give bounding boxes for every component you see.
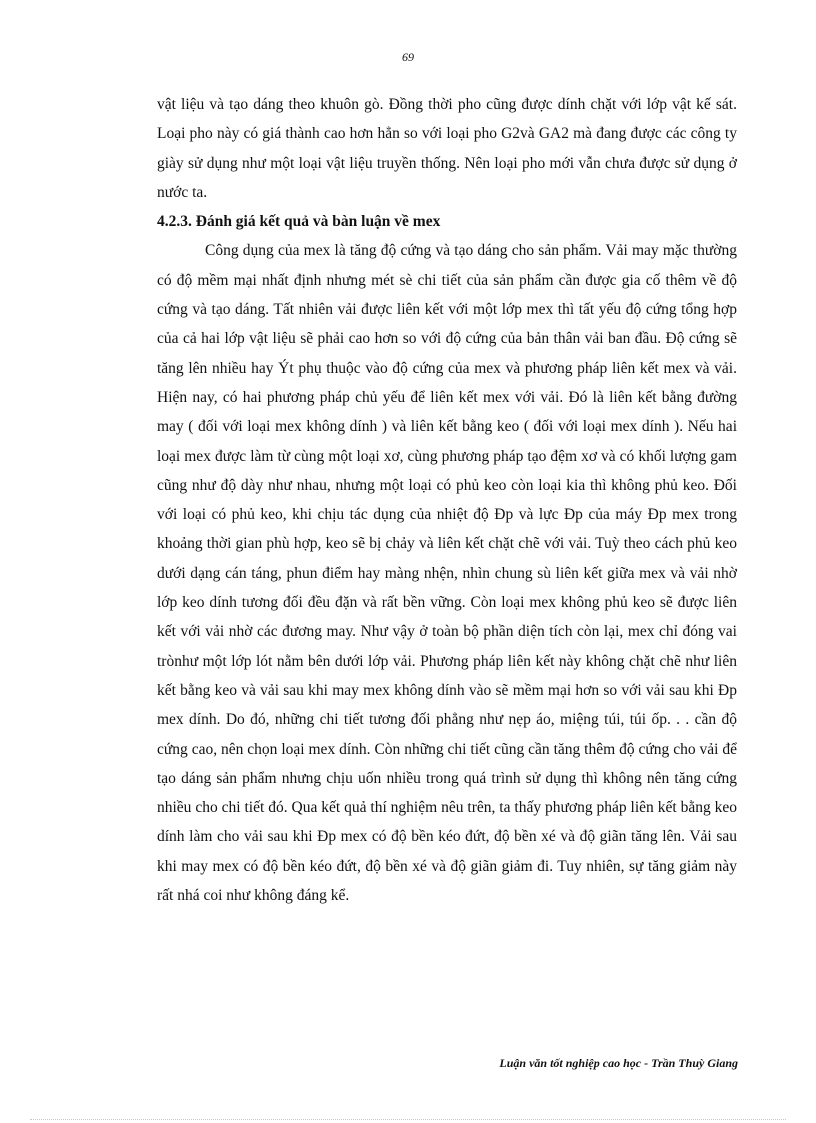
page-number: 69 <box>402 50 414 64</box>
page-footer: Luận văn tốt nghiệp cao học - Trần Thuỳ Giang <box>499 1056 738 1070</box>
paragraph-continuation: vật liệu và tạo dáng theo khuôn gò. Đồng thời pho cũng được dính chặt với lớp vật kế sát. Loại pho này có giá thành cao hơn hẳn so với loại pho G2và GA2 mà đang được các công ty giày sử dụng như một loại vật liệu truyền thống. Nên loại pho mới vẫn chưa được sử dụng ở nước ta. <box>157 96 737 201</box>
document-body <box>157 90 737 910</box>
paragraph-mex-evaluation: Công dụng của mex là tăng độ cứng và tạo dáng cho sản phẩm. Vải may mặc thường có độ mềm mại nhất định nhưng mét sè chi tiết của sản phẩm cần được gia cố thêm về độ cứng và tạo dáng. Tất nhiên vải được liên kết với một lớp mex thì tất yếu độ cứng tổng hợp của cả hai lớp vật liệu sẽ phải cao hơn so với độ cứng của bản thân vải ban đầu. Độ cứng sẽ tăng lên nhiều hay Ýt phụ thuộc vào độ cứng của mex và phương pháp liên kết mex và vải. Hiện nay, có hai phương pháp chủ yếu để liên kết mex với vải. Đó là liên kết bằng đường may ( đối với loại mex không dính ) và liên kết bằng keo ( đối với loại mex dính ). Nếu hai loại mex được làm từ cùng một loại xơ, cùng phương pháp tạo đệm xơ và có khối lượng gam cũng như độ dày như nhau, nhưng một loại có phủ keo còn loại kia thì không phủ keo. Đối với loại có phủ keo, khi chịu tác dụng của nhiệt độ Ðp và lực Ðp của máy Ðp mex trong khoảng thời gian phù hợp, keo sẽ bị chảy và liên kết chặt chẽ với vải. Tuỳ theo cách phủ keo dưới dạng cán táng, phun điểm hay màng nhện, nhìn chung sù liên kết giữa mex và vải nhờ lớp keo dính tương đối đều đặn và rất bền vững. Còn loại mex không phủ keo sẽ được liên kết với vải nhờ các đương may. Như vậy ở toàn bộ phần diện tích còn lại, mex chỉ đóng vai trònhư một lớp lót nằm bên dưới lớp vải. Phương pháp liên kết này không chặt chẽ như liên kết bằng keo và vải sau khi may mex không dính vào sẽ mềm mại hơn so với vải sau khi Ðp mex dính. Do đó, những chi tiết tương đối phẳng như nẹp áo, miệng túi, túi ốp. . . cần độ cứng cao, nên chọn loại mex dính. Còn những chi tiết cũng cần tăng thêm độ cứng cho vải để tạo dáng sản phẩm nhưng chịu uốn nhiều trong quá trình sử dụng thì không nên tăng cứng nhiều cho chi tiết đó. Qua kết quả thí nghiệm nêu trên, ta thấy phương pháp liên kết bằng keo dính làm cho vải sau khi Ðp mex có độ bền kéo đứt, độ bền xé và độ giãn tăng lên. Vải sau khi may mex có độ bền kéo đứt, độ bền xé và độ giãn giảm đi. Tuy nhiên, sự tăng giảm này rất nhá coi như không đáng kể. <box>157 242 737 905</box>
section-heading: 4.2.3. Đánh giá kết quả và bàn luận về mex <box>157 213 441 231</box>
bottom-divider <box>30 1119 786 1120</box>
